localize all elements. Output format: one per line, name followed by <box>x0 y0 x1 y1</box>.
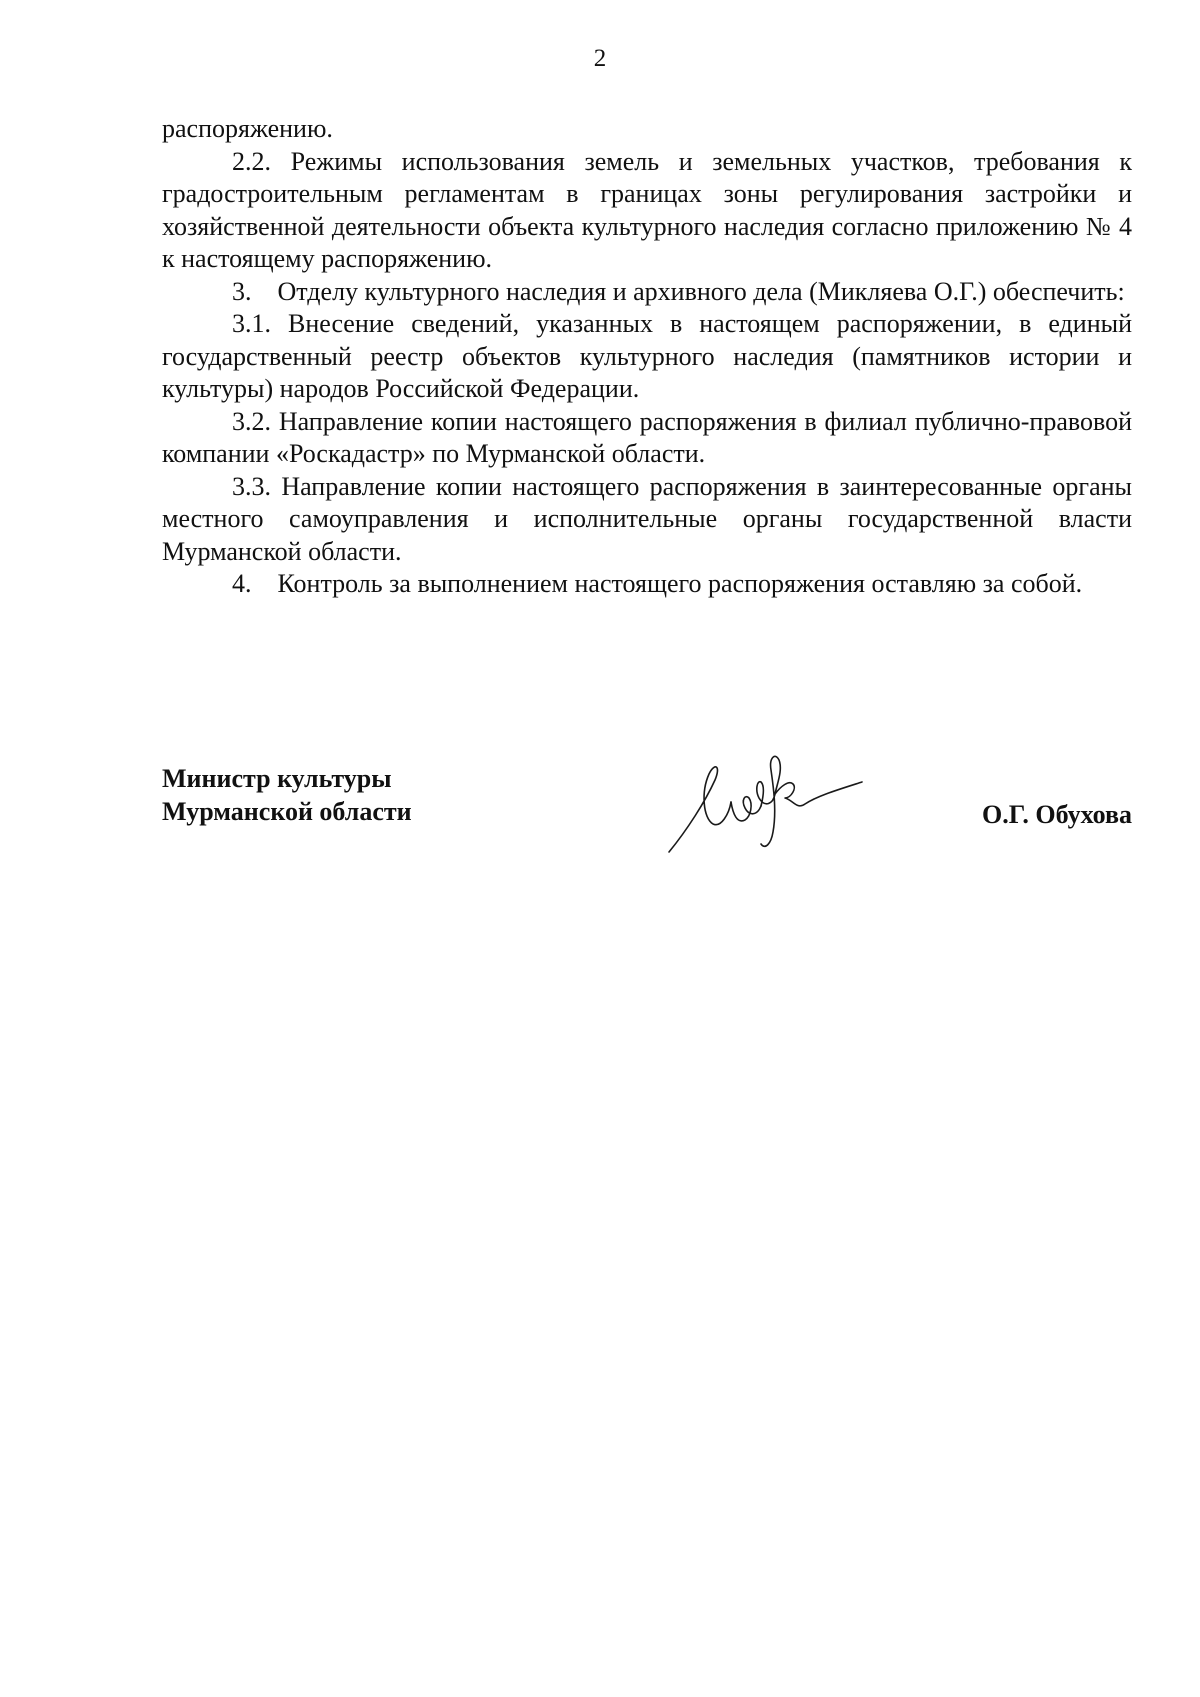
paragraph-2-2: 2.2. Режимы использования земель и земельных участков, требования к градостроительным регламентам в границах зоны регулирования застройки и хозяйственной деятельности объекта культурного наследия согласно приложению № 4 к настоящему распоряжению. <box>162 146 1132 273</box>
handwritten-signature <box>657 740 877 860</box>
paragraph-3-2: 3.2. Направление копии настоящего распоряжения в филиал публично-правовой компании «Роскадастр» по Мурманской области. <box>162 406 1132 468</box>
signature-block <box>162 752 1132 862</box>
signer-position-line-2: Мурманской области <box>162 797 412 826</box>
document-body <box>162 113 1132 601</box>
signer-position-line-1: Министр культуры <box>162 764 392 793</box>
paragraph-3: 3. Отделу культурного наследия и архивного дела (Микляева О.Г.) обеспечить: <box>232 276 1125 306</box>
signer-position <box>162 762 412 828</box>
paragraph-continuation: распоряжению. <box>162 114 333 143</box>
signature-stroke-3 <box>757 756 781 846</box>
paragraph-3-3: 3.3. Направление копии настоящего распоряжения в заинтересованные органы местного самоуправления и исполнительные органы государственной власти Мурманской области. <box>162 471 1132 566</box>
paragraph-4: 4. Контроль за выполнением настоящего распоряжения оставляю за собой. <box>232 569 1083 598</box>
signature-stroke-4 <box>775 782 862 806</box>
page-number: 2 <box>593 45 607 72</box>
signature-stroke-1 <box>669 767 731 852</box>
signer-name: О.Г. Обухова <box>982 800 1132 829</box>
signature-stroke-2 <box>731 797 761 821</box>
paragraph-3-1: 3.1. Внесение сведений, указанных в настоящем распоряжении, в единый государственный реестр объектов культурного наследия (памятников истории и культуры) народов Российской Федерации. <box>162 309 1132 403</box>
